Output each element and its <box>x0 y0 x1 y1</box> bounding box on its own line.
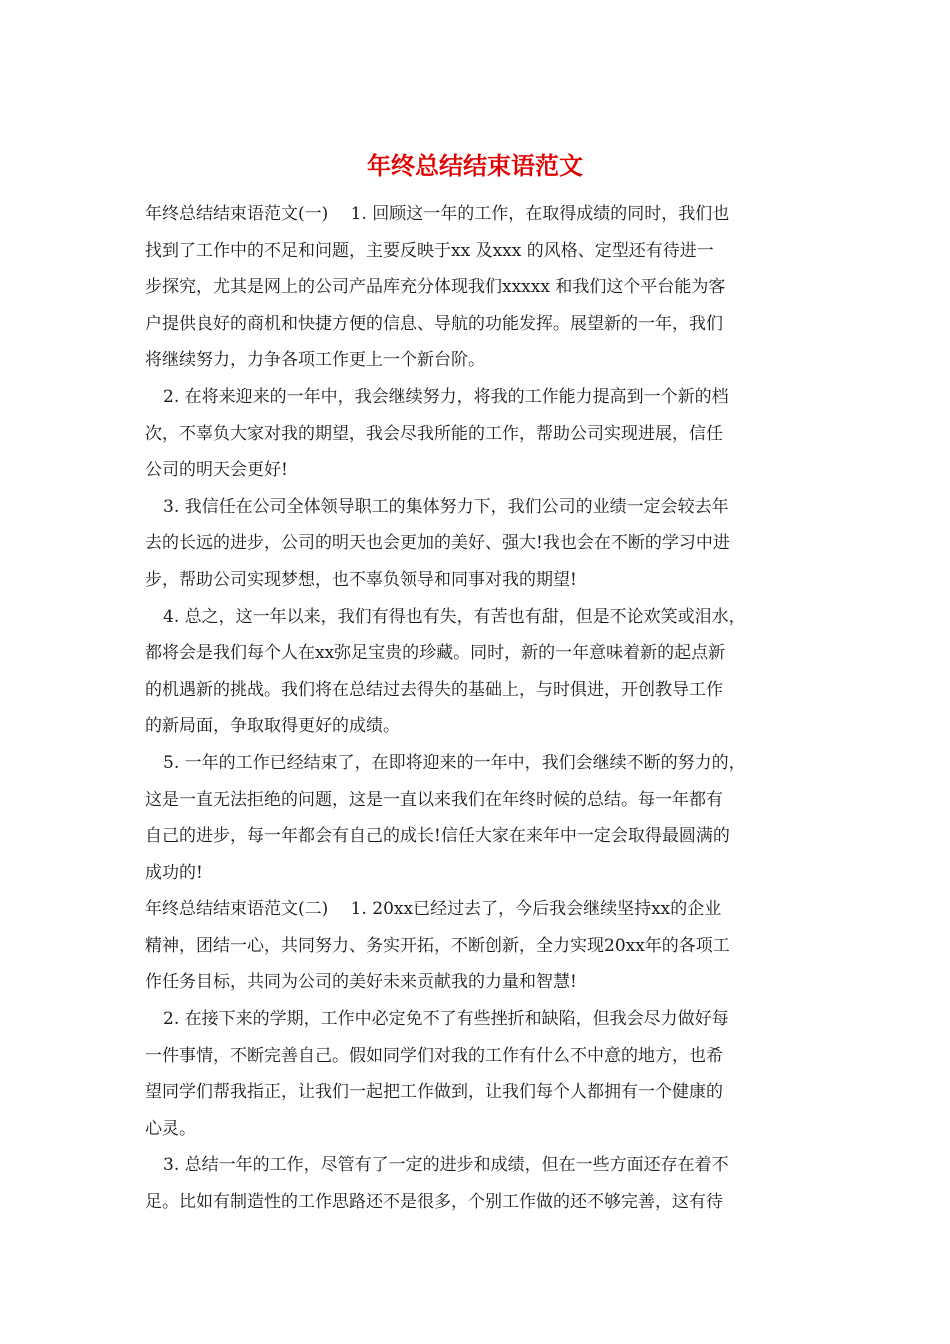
text-line: 一件事情，不断完善自己。假如同学们对我的工作有什么不中意的地方，也希 <box>145 1045 723 1066</box>
text-line: 年终总结结束语范文(二) 1. 20xx已经过去了，今后我会继续坚持xx的企业 <box>145 899 722 920</box>
text-line: 3. 我信任在公司全体领导职工的集体努力下，我们公司的业绩一定会较去年 <box>163 496 729 517</box>
text-line: 3. 总结一年的工作，尽管有了一定的进步和成绩，但在一些方面还存在着不 <box>163 1155 729 1176</box>
text-line: 足。比如有制造性的工作思路还不是很多，个别工作做的还不够完善，这有待 <box>145 1192 723 1213</box>
text-line: 精神，团结一心，共同努力、务实开拓，不断创新，全力实现20xx年的各项工 <box>145 935 730 956</box>
text-line: 户提供良好的商机和快捷方便的信息、导航的功能发挥。展望新的一年，我们 <box>145 313 723 334</box>
document-title: 年终总结结束语范文 <box>367 151 583 180</box>
text-line: 心灵。 <box>145 1118 196 1139</box>
text-line: 这是一直无法拒绝的问题，这是一直以来我们在年终时候的总结。每一年都有 <box>145 789 723 810</box>
text-line: 的新局面，争取取得更好的成绩。 <box>145 716 400 737</box>
text-line: 步，帮助公司实现梦想，也不辜负领导和同事对我的期望! <box>145 569 577 590</box>
text-line: 4. 总之，这一年以来，我们有得也有失，有苦也有甜，但是不论欢笑或泪水， <box>163 606 746 627</box>
text-line: 都将会是我们每个人在xx弥足宝贵的珍藏。同时，新的一年意味着新的起点新 <box>145 643 726 664</box>
text-line: 步探究，尤其是网上的公司产品库充分体现我们xxxxx 和我们这个平台能为客 <box>145 277 726 298</box>
text-line: 去的长远的进步，公司的明天也会更加的美好、强大!我也会在不断的学习中进 <box>145 533 730 554</box>
text-line: 5. 一年的工作已经结束了，在即将迎来的一年中，我们会继续不断的努力的， <box>163 752 746 773</box>
text-line: 次，不辜负大家对我的期望，我会尽我所能的工作，帮助公司实现进展，信任 <box>145 423 723 444</box>
text-line: 自己的进步，每一年都会有自己的成长!信任大家在来年中一定会取得最圆满的 <box>145 826 730 847</box>
text-line: 找到了工作中的不足和问题，主要反映于xx 及xxx 的风格、定型还有待进一 <box>145 240 714 261</box>
text-line: 望同学们帮我指正，让我们一起把工作做到，让我们每个人都拥有一个健康的 <box>145 1082 723 1103</box>
text-line: 2. 在将来迎来的一年中，我会继续努力，将我的工作能力提高到一个新的档 <box>163 386 729 407</box>
text-line: 公司的明天会更好! <box>145 460 288 481</box>
document-body <box>145 196 817 1221</box>
text-line: 2. 在接下来的学期，工作中必定免不了有些挫折和缺陷，但我会尽力做好每 <box>163 1009 729 1030</box>
text-line: 作任务目标，共同为公司的美好未来贡献我的力量和智慧! <box>145 972 577 993</box>
text-line: 将继续努力，力争各项工作更上一个新台阶。 <box>145 350 485 371</box>
text-line: 的机遇新的挑战。我们将在总结过去得失的基础上，与时俱进，开创教导工作 <box>145 679 723 700</box>
text-line: 成功的! <box>145 862 203 883</box>
text-line: 年终总结结束语范文(一) 1. 回顾这一年的工作，在取得成绩的同时，我们也 <box>145 204 730 224</box>
